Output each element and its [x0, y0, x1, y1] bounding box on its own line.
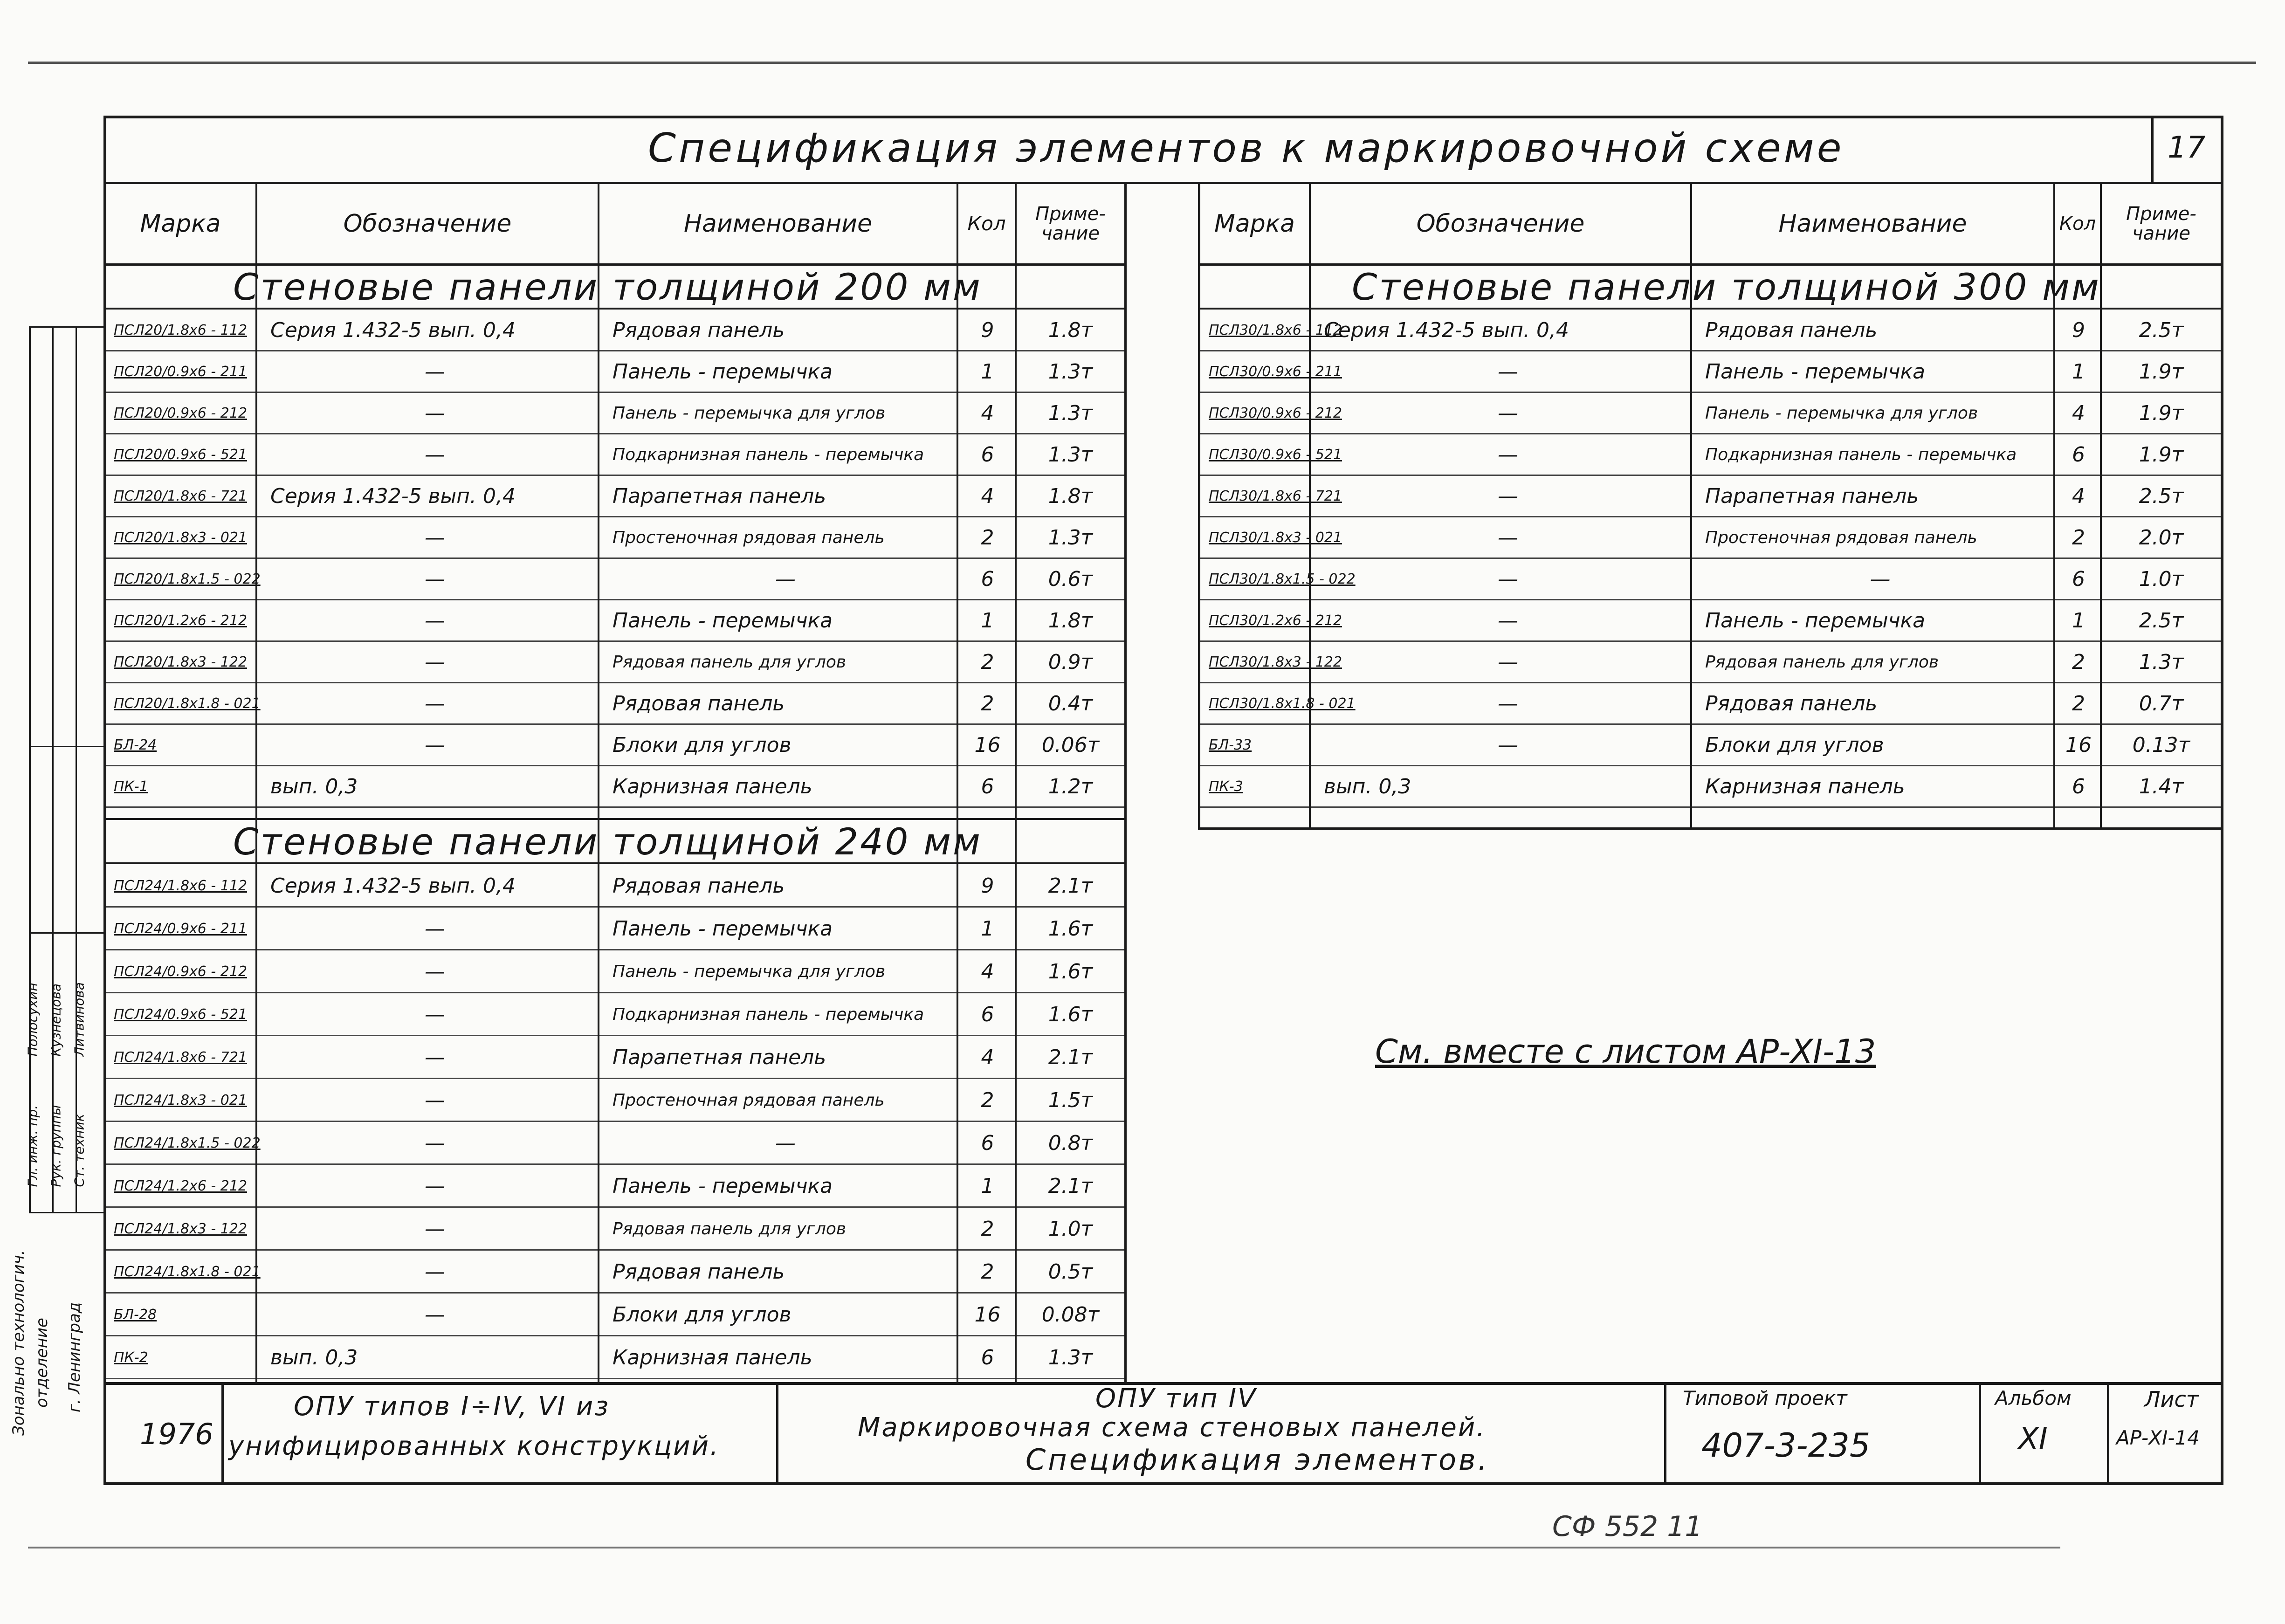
right-header-kol: Кол	[2059, 213, 2096, 234]
left-header-prim-2: чание	[1041, 223, 1100, 244]
row-weight: 0.13т	[2132, 733, 2190, 757]
row-qty: 1	[981, 360, 994, 384]
row-qty: 9	[981, 874, 994, 898]
row-qty: 16	[974, 1302, 1001, 1327]
right-table-bottom	[1198, 827, 2221, 830]
side-role-1: Гл. инж. пр.	[25, 1105, 41, 1187]
row-designation: Серия 1.432-5 вып. 0,4	[270, 484, 516, 508]
row-weight: 0.6т	[1048, 567, 1093, 591]
row-weight: 2.1т	[1048, 1174, 1093, 1198]
row-mark: ПСЛ20/1.8х1.5 - 022	[114, 571, 261, 587]
row-qty: 2	[981, 526, 994, 550]
row-mark: ПСЛ20/1.8х3 - 021	[114, 530, 248, 546]
stamp-col-5	[2107, 1382, 2109, 1485]
top-edge-line	[28, 62, 2256, 64]
stamp-opu-line2: унифицированных конструкций.	[228, 1431, 720, 1461]
row-mark: ПСЛ30/1.8х3 - 021	[1209, 530, 1342, 546]
stamp-album-value: XI	[2018, 1422, 2048, 1456]
row-name: Подкарнизная панель - перемычка	[613, 1005, 924, 1024]
frame-right	[2221, 116, 2223, 1485]
stamp-sheet-value: АР-XI-14	[2116, 1426, 2200, 1449]
row-qty: 9	[981, 318, 994, 342]
row-mark: ПК-1	[114, 778, 148, 795]
row-designation: —	[1498, 526, 1518, 550]
row-name: Простеночная рядовая панель	[1705, 528, 1977, 547]
side-role-2: Рук. группы	[48, 1105, 64, 1187]
row-designation: —	[425, 1217, 445, 1241]
row-name: Панель - перемычка для углов	[613, 962, 886, 981]
row-designation: —	[1498, 360, 1518, 384]
row-mark: ПСЛ24/1.8х1.5 - 022	[114, 1135, 261, 1151]
row-designation: —	[1498, 401, 1518, 425]
row-mark: ПК-3	[1209, 778, 1243, 795]
row-weight: 1.4т	[2139, 775, 2184, 798]
bottom-scan-line	[28, 1547, 2060, 1548]
row-name: Блоки для углов	[613, 1302, 791, 1327]
row-name: Панель - перемычка для углов	[1705, 404, 1978, 423]
row-mark: ПСЛ20/1.8х6 - 721	[114, 488, 248, 504]
row-mark: ПСЛ30/1.2х6 - 212	[1209, 612, 1342, 629]
row-name: Подкарнизная панель - перемычка	[1705, 445, 2017, 464]
row-mark: ПСЛ24/1.8х3 - 021	[114, 1092, 248, 1108]
row-weight: 1.3т	[1048, 360, 1093, 384]
row-weight: 1.2т	[1048, 775, 1093, 798]
left-header-marka: Марка	[140, 209, 221, 238]
left-header-naimenovanie: Наименование	[683, 209, 873, 238]
row-designation: —	[425, 1174, 445, 1198]
row-weight: 2.1т	[1048, 874, 1093, 898]
stamp-col-3	[1664, 1382, 1666, 1485]
section-240-heading: Стеновые панели толщиной 240 мм	[233, 821, 982, 863]
row-designation: —	[425, 567, 445, 591]
row-designation: Серия 1.432-5 вып. 0,4	[1324, 318, 1569, 342]
frame-bottom	[103, 1482, 2223, 1485]
left-header-prim	[1017, 184, 1124, 263]
row-qty: 4	[981, 401, 994, 425]
row-designation: —	[425, 526, 445, 550]
row-weight: 1.6т	[1048, 1002, 1093, 1026]
row-mark: ПСЛ30/1.8х6 - 721	[1209, 488, 1342, 504]
row-mark: ПСЛ20/1.2х6 - 212	[114, 612, 248, 629]
row-mark: БЛ-33	[1209, 737, 1252, 753]
row-mark: ПСЛ20/1.8х6 - 112	[114, 322, 248, 338]
row-name: —	[1870, 567, 1891, 591]
row-weight: 1.6т	[1048, 916, 1093, 941]
row-weight: 2.0т	[2139, 526, 2184, 550]
row-mark: БЛ-24	[114, 737, 157, 753]
row-weight: 1.8т	[1048, 609, 1093, 633]
row-name: Рядовая панель	[613, 874, 785, 898]
row-name: Рядовая панель	[1705, 692, 1878, 716]
row-name: Карнизная панель	[1705, 775, 1905, 798]
left-table-right-border	[1124, 182, 1127, 1383]
right-header-prim	[2102, 184, 2221, 263]
note-see-sheet: См. вместе с листом АР-XI-13	[1375, 1032, 1876, 1071]
row-name: Панель - перемычка	[1705, 360, 1926, 384]
row-qty: 2	[981, 1088, 994, 1112]
stamp-project-value: 407-3-235	[1701, 1426, 1871, 1465]
row-name: Парапетная панель	[613, 484, 826, 508]
row-name: Карнизная панель	[613, 775, 812, 798]
left-header-prim-1: Приме-	[1035, 203, 1106, 225]
side-org-2: отделение	[33, 1318, 51, 1408]
row-mark: ПСЛ20/1.8х3 - 122	[114, 654, 248, 670]
row-qty: 1	[981, 1174, 994, 1198]
side-org-3: г. Ленинград	[65, 1302, 84, 1412]
row-qty: 1	[981, 916, 994, 941]
page-number: 17	[2168, 131, 2206, 165]
right-header-bottom	[1198, 263, 2221, 266]
row-designation: —	[425, 1088, 445, 1112]
row-weight: 1.0т	[2139, 567, 2184, 591]
row-name: Простеночная рядовая панель	[613, 1090, 885, 1110]
row-divider	[105, 806, 1124, 808]
row-weight: 1.8т	[1048, 318, 1093, 342]
side-name-1: Полосухин	[25, 983, 41, 1057]
row-name: Парапетная панель	[613, 1045, 826, 1069]
row-name: Панель - перемычка	[1705, 609, 1926, 633]
row-designation: —	[425, 360, 445, 384]
row-name: Блоки для углов	[613, 733, 791, 757]
row-weight: 0.06т	[1041, 733, 1100, 757]
row-qty: 2	[981, 650, 994, 674]
row-weight: 2.1т	[1048, 1045, 1093, 1069]
row-name: Парапетная панель	[1705, 484, 1919, 508]
row-name: Рядовая панель для углов	[1705, 653, 1939, 672]
row-designation: —	[425, 443, 445, 467]
stamp-sheet-label: Лист	[2144, 1387, 2199, 1412]
row-designation: —	[425, 1045, 445, 1069]
row-weight: 0.8т	[1048, 1131, 1093, 1155]
row-weight: 1.5т	[1048, 1088, 1093, 1112]
side-org-1: Зонально технологич.	[9, 1250, 28, 1436]
row-weight: 1.3т	[1048, 401, 1093, 425]
side-stamp-sep-2	[29, 932, 106, 934]
row-designation: —	[425, 1302, 445, 1327]
row-designation: —	[1498, 650, 1518, 674]
row-designation: —	[1498, 567, 1518, 591]
row-name: Панель - перемычка	[613, 1174, 833, 1198]
page-number-box-left	[2151, 116, 2154, 182]
row-qty: 4	[2072, 401, 2085, 425]
side-role-3: Ст. техник	[71, 1114, 87, 1187]
row-qty: 2	[2072, 692, 2085, 716]
row-name: Подкарнизная панель - перемычка	[613, 445, 924, 464]
row-designation: —	[1498, 733, 1518, 757]
row-qty: 6	[981, 1131, 994, 1155]
row-divider	[105, 1378, 1124, 1379]
row-qty: 6	[2072, 443, 2085, 467]
row-mark: ПСЛ30/1.8х3 - 122	[1209, 654, 1342, 670]
row-designation: —	[425, 1259, 445, 1284]
row-qty: 4	[2072, 484, 2085, 508]
row-qty: 2	[2072, 650, 2085, 674]
row-designation: —	[1498, 484, 1518, 508]
row-designation: вып. 0,3	[1324, 775, 1411, 798]
row-weight: 2.5т	[2139, 609, 2184, 633]
row-designation: Серия 1.432-5 вып. 0,4	[270, 874, 516, 898]
row-name: Рядовая панель для углов	[613, 653, 847, 672]
row-qty: 6	[981, 1345, 994, 1369]
row-mark: ПСЛ24/1.8х3 - 122	[114, 1220, 248, 1237]
row-name: Рядовая панель	[1705, 318, 1878, 342]
right-header-prim-1: Приме-	[2126, 203, 2196, 225]
row-designation: —	[425, 692, 445, 716]
row-mark: ПСЛ30/0.9х6 - 211	[1209, 364, 1342, 380]
page-title: Спецификация элементов к маркировочной схеме	[648, 125, 1845, 172]
row-mark: БЛ-28	[114, 1306, 157, 1323]
row-name: Рядовая панель	[613, 1259, 785, 1284]
row-weight: 1.3т	[1048, 1345, 1093, 1369]
row-weight: 0.08т	[1041, 1302, 1100, 1327]
row-mark: ПСЛ30/0.9х6 - 212	[1209, 405, 1342, 421]
row-weight: 1.6т	[1048, 959, 1093, 984]
stamp-center-line3: Спецификация элементов.	[1025, 1443, 1490, 1477]
row-name: Панель - перемычка	[613, 360, 833, 384]
left-header-kol: Кол	[967, 212, 1006, 235]
row-name: Панель - перемычка	[613, 609, 833, 633]
row-weight: 2.5т	[2139, 484, 2184, 508]
row-mark: ПСЛ24/1.8х6 - 721	[114, 1049, 248, 1066]
row-qty: 16	[2065, 733, 2092, 757]
row-name: Панель - перемычка	[613, 916, 833, 941]
right-header-prim-2: чание	[2132, 223, 2190, 244]
side-stamp-top	[29, 326, 106, 328]
row-qty: 6	[981, 775, 994, 798]
row-divider	[1200, 806, 2221, 808]
row-weight: 1.3т	[1048, 443, 1093, 467]
stamp-opu-line1: ОПУ типов I÷IV, VI из	[294, 1391, 610, 1422]
row-name: Рядовая панель	[613, 318, 785, 342]
row-qty: 6	[981, 567, 994, 591]
row-mark: ПСЛ24/0.9х6 - 212	[114, 963, 248, 980]
row-weight: 1.3т	[2139, 650, 2184, 674]
side-name-3: Литвинова	[71, 982, 87, 1057]
row-qty: 4	[981, 959, 994, 984]
section-300-heading: Стеновые панели толщиной 300 мм	[1352, 267, 2101, 309]
row-weight: 0.7т	[2139, 692, 2184, 716]
right-header-naimenovanie: Наименование	[1778, 209, 1967, 238]
row-weight: 0.5т	[1048, 1259, 1093, 1284]
row-designation: Серия 1.432-5 вып. 0,4	[270, 318, 516, 342]
row-designation: вып. 0,3	[270, 775, 358, 798]
row-qty: 4	[981, 1045, 994, 1069]
stamp-col-2	[776, 1382, 778, 1485]
row-designation: —	[425, 733, 445, 757]
row-weight: 1.3т	[1048, 526, 1093, 550]
row-mark: ПСЛ30/1.8х1.5 - 022	[1209, 571, 1356, 587]
row-mark: ПСЛ24/1.8х1.8 - 021	[114, 1263, 261, 1280]
stamp-project-label: Типовой проект	[1683, 1387, 1847, 1410]
left-header-bottom	[103, 263, 1127, 266]
row-name: Карнизная панель	[613, 1345, 812, 1369]
stamp-center-line2: Маркировочная схема стеновых панелей.	[858, 1412, 1487, 1443]
row-qty: 6	[981, 1002, 994, 1026]
row-mark: ПК-2	[114, 1349, 148, 1366]
row-designation: вып. 0,3	[270, 1345, 358, 1369]
stamp-year: 1976	[140, 1417, 213, 1451]
row-qty: 4	[981, 484, 994, 508]
side-stamp-sep-3	[29, 1212, 106, 1213]
row-weight: 2.5т	[2139, 318, 2184, 342]
row-mark: ПСЛ20/0.9х6 - 521	[114, 447, 248, 463]
row-name: Блоки для углов	[1705, 733, 1884, 757]
row-mark: ПСЛ30/1.8х1.8 - 021	[1209, 695, 1356, 712]
row-qty: 6	[981, 443, 994, 467]
row-weight: 1.9т	[2139, 401, 2184, 425]
row-qty: 2	[981, 1217, 994, 1241]
row-qty: 1	[2072, 609, 2085, 633]
left-section240-top	[103, 818, 1127, 820]
row-designation: —	[425, 959, 445, 984]
row-weight: 0.4т	[1048, 692, 1093, 716]
row-qty: 16	[974, 733, 1001, 757]
footer-code: СФ 552 11	[1552, 1510, 1703, 1543]
row-name: Рядовая панель для углов	[613, 1219, 847, 1239]
row-designation: —	[425, 1002, 445, 1026]
section-200-heading: Стеновые панели толщиной 200 мм	[233, 267, 982, 309]
row-weight: 1.9т	[2139, 443, 2184, 467]
row-mark: ПСЛ20/0.9х6 - 211	[114, 364, 248, 380]
row-designation: —	[425, 401, 445, 425]
row-name: —	[775, 1131, 796, 1155]
row-qty: 2	[2072, 526, 2085, 550]
row-weight: 1.8т	[1048, 484, 1093, 508]
row-designation: —	[425, 609, 445, 633]
row-mark: ПСЛ24/0.9х6 - 521	[114, 1006, 248, 1023]
row-qty: 2	[981, 1259, 994, 1284]
row-mark: ПСЛ20/1.8х1.8 - 021	[114, 695, 261, 712]
row-mark: ПСЛ30/0.9х6 - 521	[1209, 447, 1342, 463]
row-qty: 9	[2072, 318, 2085, 342]
left-header-oboznachenie: Обозначение	[343, 209, 512, 238]
side-name-2: Кузнецова	[48, 983, 64, 1057]
stamp-center-line1: ОПУ тип IV	[1095, 1383, 1257, 1414]
frame-top	[103, 116, 2223, 118]
row-weight: 1.0т	[1048, 1217, 1093, 1241]
row-mark: ПСЛ24/0.9х6 - 211	[114, 920, 248, 937]
row-designation: —	[425, 916, 445, 941]
side-stamp-sep-1	[29, 746, 106, 747]
stamp-col-4	[1979, 1382, 1981, 1485]
row-qty: 6	[2072, 567, 2085, 591]
row-mark: ПСЛ24/1.2х6 - 212	[114, 1177, 248, 1194]
row-name: Рядовая панель	[613, 692, 785, 716]
row-mark: ПСЛ24/1.8х6 - 112	[114, 877, 248, 894]
right-header-oboznachenie: Обозначение	[1416, 209, 1585, 238]
row-name: Панель - перемычка для углов	[613, 404, 886, 423]
row-mark: ПСЛ20/0.9х6 - 212	[114, 405, 248, 421]
row-designation: —	[425, 650, 445, 674]
row-qty: 1	[2072, 360, 2085, 384]
row-weight: 1.9т	[2139, 360, 2184, 384]
row-qty: 1	[981, 609, 994, 633]
row-name: Простеночная рядовая панель	[613, 528, 885, 547]
right-header-marka: Марка	[1214, 209, 1295, 238]
row-weight: 0.9т	[1048, 650, 1093, 674]
row-designation: —	[1498, 609, 1518, 633]
row-designation: —	[1498, 443, 1518, 467]
stamp-album-label: Альбом	[1995, 1387, 2072, 1410]
row-qty: 6	[2072, 775, 2085, 798]
row-name: —	[775, 567, 796, 591]
row-designation: —	[1498, 692, 1518, 716]
row-designation: —	[425, 1131, 445, 1155]
row-qty: 2	[981, 692, 994, 716]
stamp-col-1	[221, 1382, 224, 1485]
row-mark: ПСЛ30/1.8х6 - 112	[1209, 322, 1342, 338]
